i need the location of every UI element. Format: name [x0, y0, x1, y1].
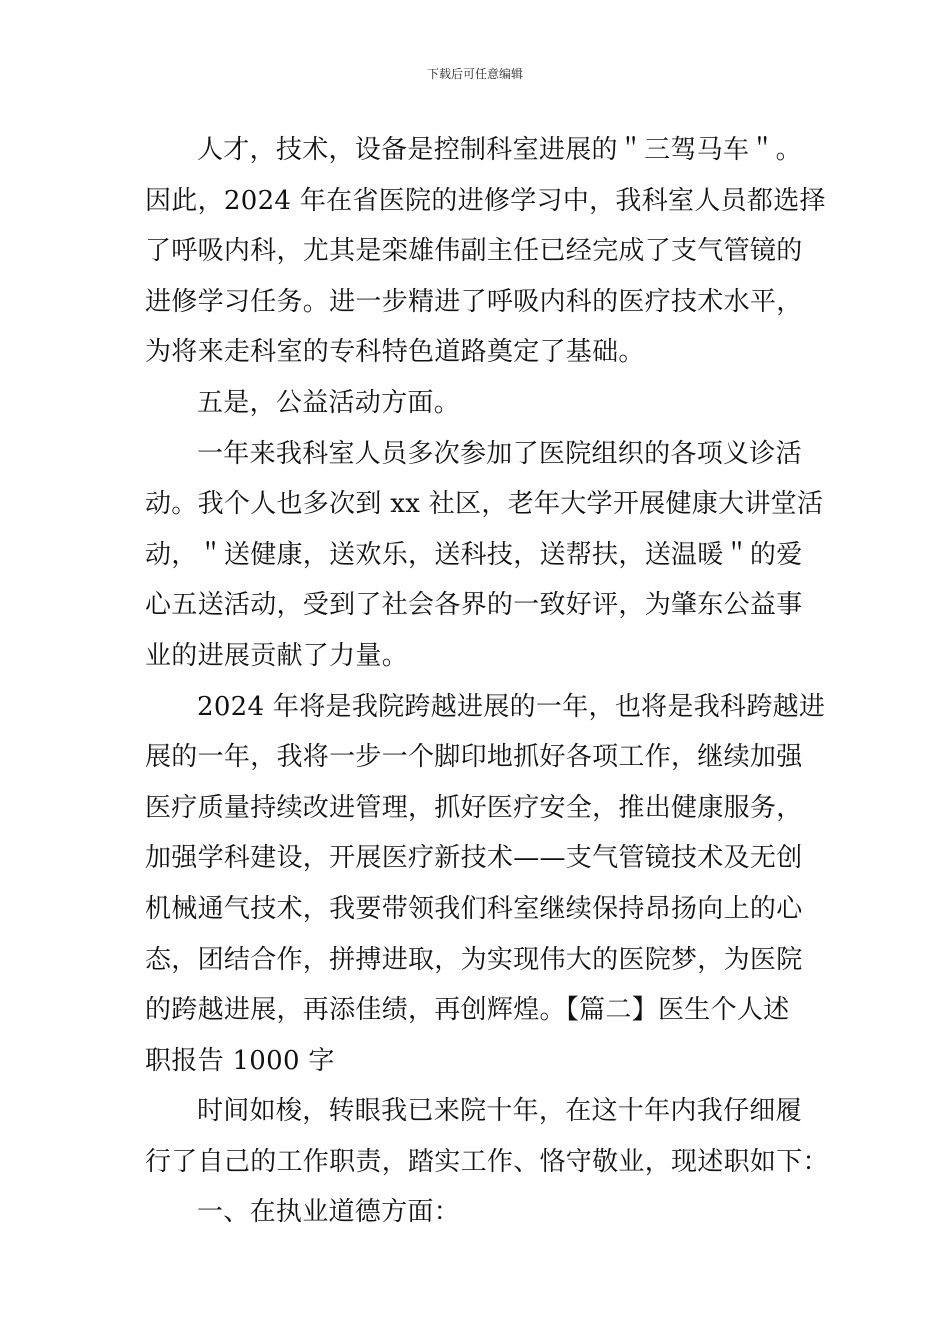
text-line: 态，团结合作，拼搏进取，为实现伟大的医院梦，为医院	[145, 944, 803, 975]
text-line: 了呼吸内科，尤其是栾雄伟副主任已经完成了支气管镜的	[145, 236, 803, 267]
text-line: 一年来我科室人员多次参加了医院组织的各项义诊活	[197, 438, 802, 469]
text-line: 为将来走科室的专科特色道路奠定了基础。	[145, 337, 645, 368]
text-line: 动。我个人也多次到 xx 社区，老年大学开展健康大讲堂活	[145, 489, 824, 520]
section-heading: 五是，公益活动方面。	[197, 387, 461, 418]
text-line: 的跨越进展，再添佳绩，再创辉煌。【篇二】医生个人述	[145, 995, 790, 1026]
page-header: 下载后可任意编辑	[426, 67, 523, 81]
text-line: 2024 年将是我院跨越进展的一年，也将是我科跨越进	[197, 691, 826, 722]
text-line: 业的进展贡献了力量。	[145, 640, 409, 671]
text-line: 时间如梭，转眼我已来院十年，在这十年内我仔细履	[197, 1096, 802, 1127]
section-heading: 一、在执业道德方面：	[197, 1197, 461, 1228]
text-line: 人才，技术，设备是控制科室进展的＂三驾马车＂。	[197, 135, 802, 165]
document-body	[145, 125, 829, 1238]
text-line: 因此，2024 年在省医院的进修学习中，我科室人员都选择	[145, 185, 826, 216]
text-line: 加强学科建设，开展医疗新技术——支气管镜技术及无创	[145, 843, 803, 874]
text-line: 职报告 1000 字	[145, 1045, 335, 1076]
text-line: 行了自己的工作职责，踏实工作、恪守敬业，现述职如下：	[145, 1146, 829, 1177]
text-line: 机械通气技术，我要带领我们科室继续保持昂扬向上的心	[145, 893, 803, 924]
text-line: 心五送活动，受到了社会各界的一致好评，为肇东公益事	[145, 590, 803, 621]
text-line: 进修学习任务。进一步精进了呼吸内科的医疗技术水平，	[145, 286, 803, 317]
text-line: 展的一年，我将一步一个脚印地抓好各项工作，继续加强	[145, 742, 803, 773]
text-line: 医疗质量持续改进管理，抓好医疗安全，推出健康服务，	[145, 792, 803, 823]
text-line: 动，＂送健康，送欢乐，送科技，送帮扶，送温暖＂的爱	[145, 539, 803, 570]
